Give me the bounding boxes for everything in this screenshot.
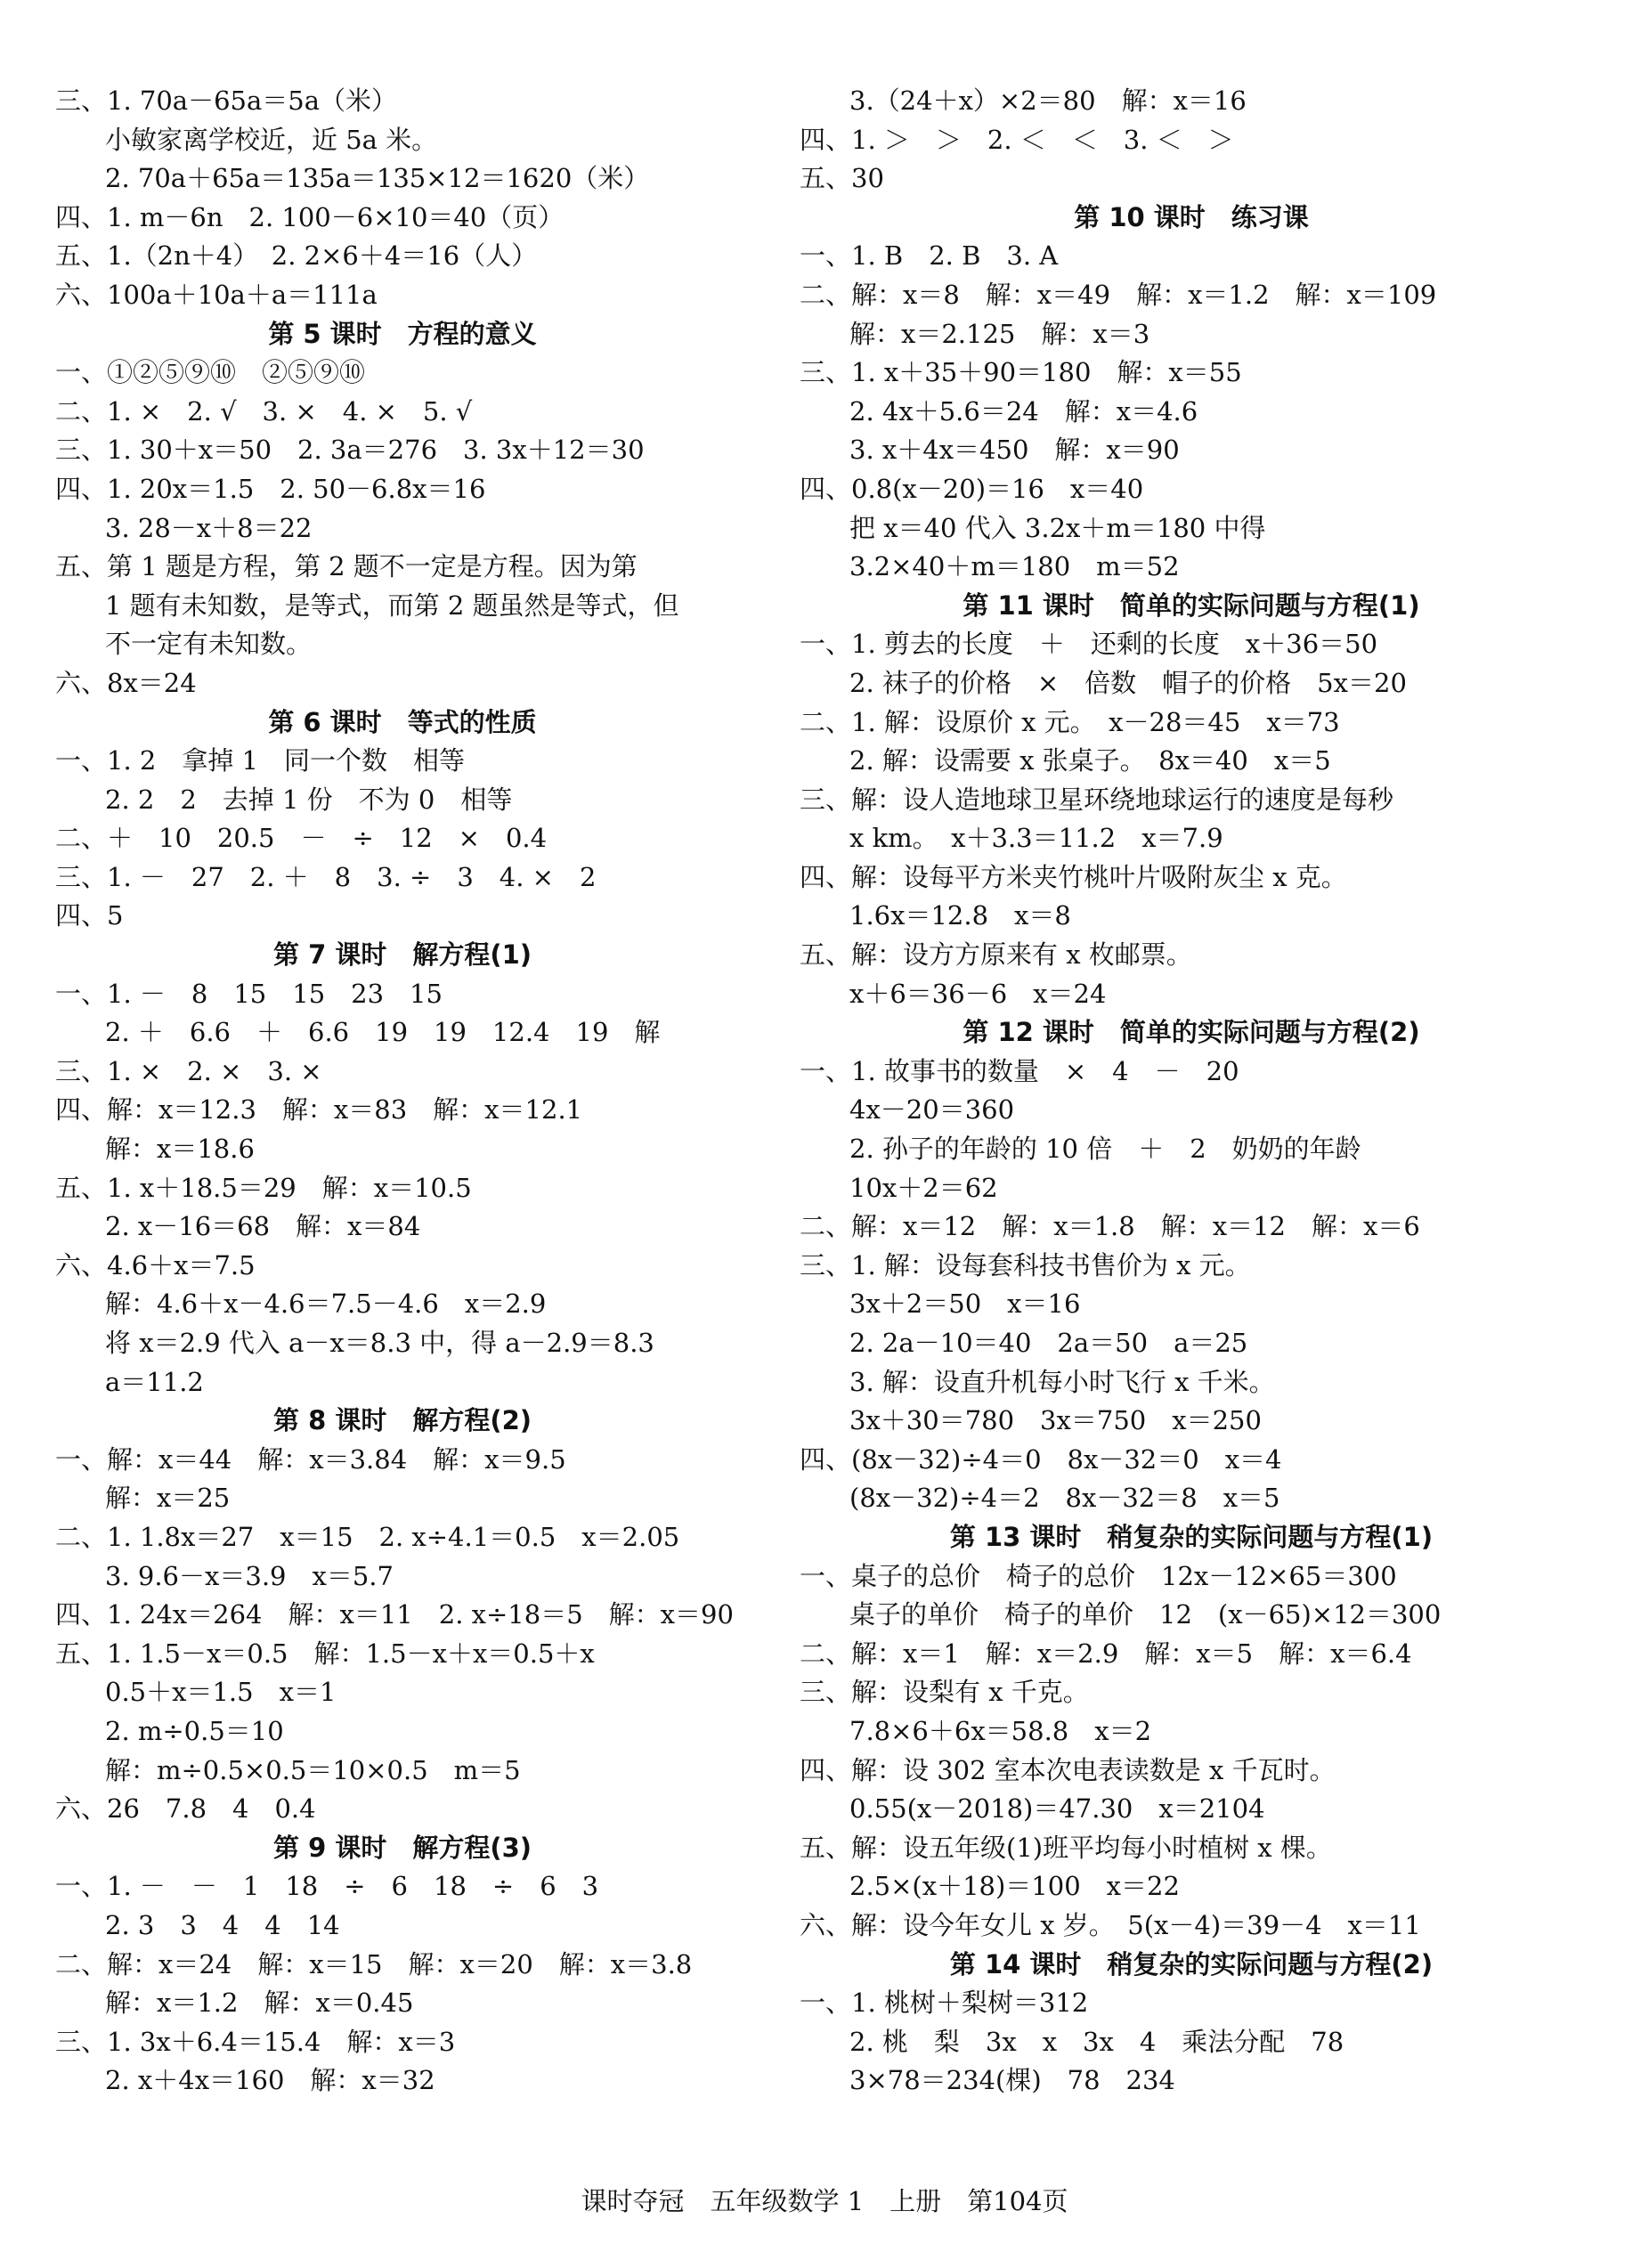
answer-line: 三、解：设人造地球卫星环绕地球运行的速度是每秒	[800, 784, 1394, 815]
answer-line: 2. 2 2 去掉 1 份 不为 0 相等	[105, 784, 513, 815]
answer-line: a＝11.2	[105, 1366, 204, 1397]
answer-line: 一、1. － 8 15 15 23 15	[55, 978, 443, 1009]
answer-line: 2. x＋4x＝160 解：x＝32	[105, 2065, 435, 2096]
answer-line: 五、解：设五年级(1)班平均每小时植树 x 棵。	[800, 1832, 1332, 1863]
answer-line: 2. ＋ 6.6 ＋ 6.6 19 19 12.4 19 解	[105, 1017, 661, 1048]
left-column	[55, 82, 750, 2101]
answer-line: 一、桌子的总价 椅子的总价 12x－12×65＝300	[800, 1560, 1397, 1591]
answer-line: 解：x＝25	[105, 1483, 231, 1514]
answer-line: 桌子的单价 椅子的单价 12 (x－65)×12＝300	[849, 1599, 1442, 1630]
answer-line: 2. x－16＝68 解：x＝84	[105, 1211, 421, 1242]
answer-line: 五、1. 1.5－x＝0.5 解：1.5－x＋x＝0.5＋x	[55, 1638, 595, 1669]
answer-line: 一、1. 剪去的长度 ＋ 还剩的长度 x＋36＝50	[800, 629, 1378, 660]
answer-line: 3. 解：设直升机每小时飞行 x 千米。	[849, 1366, 1275, 1397]
answer-line: 四、1. 24x＝264 解：x＝11 2. x÷18＝5 解：x＝90	[55, 1599, 734, 1630]
answer-line: 四、1. m－6n 2. 100－6×10＝40（页）	[55, 201, 565, 232]
answer-line: 六、4.6＋x＝7.5	[55, 1249, 256, 1280]
answer-line: 三、1. 3x＋6.4＝15.4 解：x＝3	[55, 2026, 456, 2057]
answer-line: 二、解：x＝12 解：x＝1.8 解：x＝12 解：x＝6	[800, 1211, 1420, 1242]
answer-line: 2. 70a＋65a＝135a＝135×12＝1620（米）	[105, 163, 650, 194]
answer-line: 2. 4x＋5.6＝24 解：x＝4.6	[849, 395, 1198, 427]
lesson-heading: 第 11 课时 简单的实际问题与方程(1)	[963, 589, 1420, 621]
answer-line: 二、解：x＝8 解：x＝49 解：x＝1.2 解：x＝109	[800, 279, 1437, 310]
answer-line: 五、第 1 题是方程，第 2 题不一定是方程。因为第	[55, 551, 638, 582]
answer-line: 一、1. － － 1 18 ÷ 6 18 ÷ 6 3	[55, 1871, 599, 1902]
answer-line: x km。 x＋3.3＝11.2 x＝7.9	[849, 823, 1223, 854]
answer-line: 1.6x＝12.8 x＝8	[849, 900, 1071, 931]
answer-line: (8x－32)÷4＝2 8x－32＝8 x＝5	[849, 1483, 1280, 1514]
answer-line: 2.5×(x＋18)＝100 x＝22	[849, 1871, 1180, 1902]
lesson-heading: 第 9 课时 解方程(3)	[272, 1832, 532, 1863]
answer-line: 2. m÷0.5＝10	[105, 1715, 284, 1746]
answer-line: 3. 28－x＋8＝22	[105, 512, 313, 543]
answer-line: 一、1. 桃树＋梨树＝312	[800, 1988, 1089, 2019]
answer-line: 三、1. x＋35＋90＝180 解：x＝55	[800, 357, 1242, 388]
lesson-heading: 第 13 课时 稍复杂的实际问题与方程(1)	[949, 1521, 1434, 1552]
answer-line: 3.（24＋x）×2＝80 解：x＝16	[849, 85, 1247, 116]
answer-line: 2. 袜子的价格 × 倍数 帽子的价格 5x＝20	[849, 667, 1407, 698]
lesson-heading: 第 14 课时 稍复杂的实际问题与方程(2)	[949, 1948, 1434, 1979]
page-footer: 课时夺冠 五年级数学 1 上册 第104页	[581, 2186, 1068, 2216]
answer-line: 3x＋2＝50 x＝16	[849, 1288, 1081, 1320]
answer-line: 四、1. 20x＝1.5 2. 50－6.8x＝16	[55, 473, 486, 504]
lesson-heading: 第 8 课时 解方程(2)	[272, 1405, 532, 1436]
lesson-heading: 第 5 课时 方程的意义	[268, 318, 537, 349]
answer-line: 六、解：设今年女儿 x 岁。 5(x－4)＝39－4 x＝11	[800, 1909, 1421, 1940]
answer-line: 3.2×40＋m＝180 m＝52	[849, 551, 1180, 582]
lesson-heading: 第 10 课时 练习课	[1074, 201, 1309, 232]
lesson-heading: 第 7 课时 解方程(1)	[272, 939, 532, 971]
answer-line: 不一定有未知数。	[105, 629, 313, 660]
answer-line: 一、1. B 2. B 3. A	[800, 240, 1059, 272]
answer-line: 四、解：设每平方米夹竹桃叶片吸附灰尘 x 克。	[800, 861, 1347, 892]
answer-line: 一、解：x＝44 解：x＝3.84 解：x＝9.5	[55, 1443, 566, 1475]
answer-line: 三、解：设梨有 x 千克。	[800, 1677, 1089, 1708]
right-column	[800, 82, 1583, 2101]
answer-line: 10x＋2＝62	[849, 1172, 998, 1203]
answer-line: 六、100a＋10a＋a＝111a	[55, 279, 378, 310]
answer-line: 解：x＝18.6	[105, 1134, 255, 1165]
answer-line: 二、1. 解：设原价 x 元。 x－28＝45 x＝73	[800, 706, 1340, 737]
answer-line: 二、解：x＝24 解：x＝15 解：x＝20 解：x＝3.8	[55, 1948, 693, 1979]
answer-line: 1 题有未知数，是等式，而第 2 题虽然是等式，但	[105, 589, 679, 621]
answer-line: 三、1. × 2. × 3. ×	[55, 1055, 322, 1086]
lesson-heading: 第 6 课时 等式的性质	[268, 706, 537, 737]
answer-line: 4x－20＝360	[849, 1094, 1015, 1126]
answer-line: 把 x＝40 代入 3.2x＋m＝180 中得	[849, 512, 1266, 543]
answer-line: 3. x＋4x＝450 解：x＝90	[849, 435, 1180, 466]
answer-line: 解：4.6＋x－4.6＝7.5－4.6 x＝2.9	[105, 1288, 547, 1320]
answer-line: 3×78＝234(棵) 78 234	[849, 2065, 1175, 2096]
answer-line: 四、解：设 302 室本次电表读数是 x 千瓦时。	[800, 1754, 1336, 1785]
lesson-heading: 第 12 课时 简单的实际问题与方程(2)	[963, 1017, 1420, 1048]
answer-line: 0.5＋x＝1.5 x＝1	[105, 1677, 337, 1708]
answer-line: 四、5	[55, 900, 124, 931]
answer-line: 二、＋ 10 20.5 － ÷ 12 × 0.4	[55, 823, 548, 854]
answer-line: 2. 3 3 4 4 14	[105, 1909, 340, 1940]
answer-line: 四、0.8(x－20)＝16 x＝40	[800, 473, 1144, 504]
answer-line: 三、1. 70a－65a＝5a（米）	[55, 85, 398, 116]
answer-line: 一、①②⑤⑨⑩ ②⑤⑨⑩	[55, 357, 366, 388]
answer-line: 7.8×6＋6x＝58.8 x＝2	[849, 1715, 1152, 1746]
answer-line: 一、1. 故事书的数量 × 4 － 20	[800, 1055, 1239, 1086]
answer-line: 五、解：设方方原来有 x 枚邮票。	[800, 939, 1192, 971]
answer-line: 2. 解：设需要 x 张桌子。 8x＝40 x＝5	[849, 745, 1331, 776]
answer-line: 小敏家离学校近，近 5a 米。	[105, 124, 438, 155]
answer-line: 四、(8x－32)÷4＝0 8x－32＝0 x＝4	[800, 1443, 1282, 1475]
answer-line: 2. 2a－10＝40 2a＝50 a＝25	[849, 1328, 1248, 1358]
answer-line: 五、1. x＋18.5＝29 解：x＝10.5	[55, 1172, 472, 1203]
answer-line: 三、1. 30＋x＝50 2. 3a＝276 3. 3x＋12＝30	[55, 435, 645, 466]
answer-line: 解：x＝2.125 解：x＝3	[849, 318, 1150, 349]
answer-line: 将 x＝2.9 代入 a－x＝8.3 中，得 a－2.9＝8.3	[105, 1328, 654, 1358]
answer-line: 0.55(x－2018)＝47.30 x＝2104	[849, 1793, 1265, 1825]
answer-line: 六、26 7.8 4 0.4	[55, 1793, 316, 1825]
answer-line: 一、1. 2 拿掉 1 同一个数 相等	[55, 745, 466, 776]
answer-line: 二、1. 1.8x＝27 x＝15 2. x÷4.1＝0.5 x＝2.05	[55, 1521, 680, 1552]
answer-line: 3. 9.6－x＝3.9 x＝5.7	[105, 1560, 394, 1591]
answer-line: 三、1. 解：设每套科技书售价为 x 元。	[800, 1249, 1251, 1280]
answer-line: 解：m÷0.5×0.5＝10×0.5 m＝5	[105, 1754, 521, 1785]
answer-line: 三、1. － 27 2. ＋ 8 3. ÷ 3 4. × 2	[55, 861, 597, 892]
answer-line: 五、30	[800, 163, 884, 194]
answer-line: 2. 孙子的年龄的 10 倍 ＋ 2 奶奶的年龄	[849, 1134, 1361, 1165]
answer-line: 二、1. × 2. √ 3. × 4. × 5. √	[55, 395, 473, 427]
answer-line: 五、1.（2n＋4） 2. 2×6＋4＝16（人）	[55, 240, 538, 272]
answer-line: 四、1. ＞ ＞ 2. ＜ ＜ 3. ＜ ＞	[800, 124, 1234, 155]
answer-line: 四、解：x＝12.3 解：x＝83 解：x＝12.1	[55, 1094, 583, 1126]
answer-line: 二、解：x＝1 解：x＝2.9 解：x＝5 解：x＝6.4	[800, 1638, 1412, 1669]
answer-line: 解：x＝1.2 解：x＝0.45	[105, 1988, 414, 2019]
answer-line: 3x＋30＝780 3x＝750 x＝250	[849, 1405, 1262, 1436]
answer-line: 2. 桃 梨 3x x 3x 4 乘法分配 78	[849, 2026, 1344, 2057]
answer-line: 六、8x＝24	[55, 667, 197, 698]
answer-line: x＋6＝36－6 x＝24	[849, 978, 1107, 1009]
